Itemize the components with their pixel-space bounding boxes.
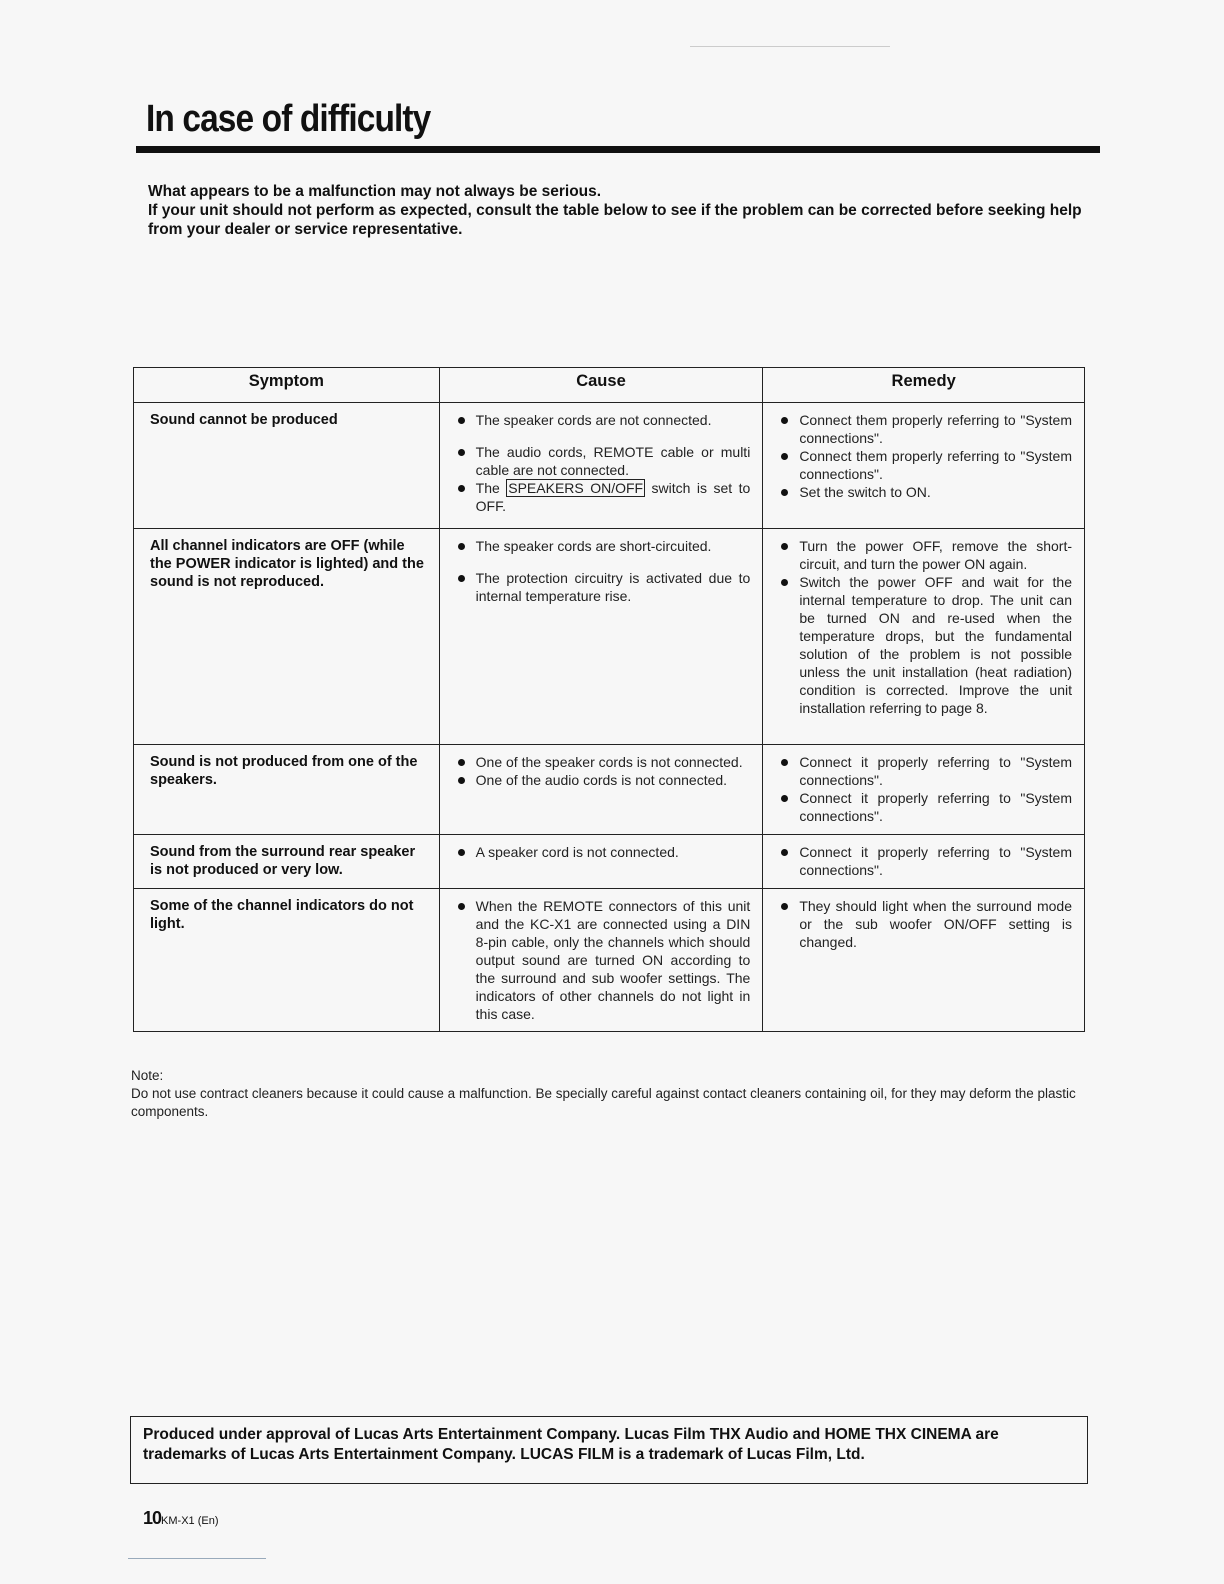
remedy-cell <box>763 889 1085 1032</box>
cause-cell <box>439 529 763 745</box>
intro <box>148 182 1098 239</box>
symptom-text: Some of the channel indicators do not light. <box>150 898 414 932</box>
cause-text-suffix: switch is set to OFF. <box>475 480 751 514</box>
table-row <box>134 889 1085 1032</box>
symptom-cell <box>134 889 440 1032</box>
note <box>131 1067 1091 1121</box>
scan-artifact-line <box>690 46 890 47</box>
cause-item: When the REMOTE connectors of this unit and the KC-X1 are connected using a DIN 8-pin cable, only the channels which should output sound are turned ON according to the surround and sub woofer settings. The indicators of other channels do not light in this case. <box>456 897 751 1023</box>
symptom-text: Sound from the surround rear speaker is not produced or very low. <box>150 844 416 878</box>
cause-cell <box>439 889 763 1032</box>
remedy-item: Connect it properly referring to "System connections". <box>779 789 1072 825</box>
table-header-row <box>134 368 1085 403</box>
trademark-notice: Produced under approval of Lucas Arts Entertainment Company. Lucas Film THX Audio and HOME THX CINEMA are trademarks of Lucas Arts Entertainment Company. LUCAS FILM is a trademark of Lucas Film, Ltd. <box>130 1416 1088 1484</box>
model-code: KM-X1 (En) <box>161 1515 219 1527</box>
cause-item: A speaker cord is not connected. <box>456 843 751 861</box>
remedy-item: They should light when the surround mode or the sub woofer ON/OFF setting is changed. <box>779 897 1072 951</box>
page-title: In case of difficulty <box>146 98 431 140</box>
title-rule <box>136 146 1100 153</box>
table-row <box>134 835 1085 889</box>
symptom-cell <box>134 403 440 529</box>
remedy-cell <box>763 529 1085 745</box>
cause-text-prefix: The <box>475 480 500 496</box>
table-row <box>134 529 1085 745</box>
remedy-cell <box>763 835 1085 889</box>
cause-cell <box>439 403 763 529</box>
cause-item <box>456 479 751 515</box>
cause-cell <box>439 745 763 835</box>
remedy-item: Turn the power OFF, remove the short-circuit, and turn the power ON again. <box>779 537 1072 573</box>
troubleshooting-table <box>133 367 1085 1032</box>
cause-item: The protection circuitry is activated due to internal temperature rise. <box>456 569 751 605</box>
table-row <box>134 745 1085 835</box>
cause-cell <box>439 835 763 889</box>
cause-item: One of the speaker cords is not connected. <box>456 753 751 771</box>
symptom-text: Sound cannot be produced <box>150 412 338 428</box>
table-row <box>134 403 1085 529</box>
cause-item: The speaker cords are short-circuited. <box>456 537 751 555</box>
cause-item: One of the audio cords is not connected. <box>456 771 751 789</box>
symptom-text: All channel indicators are OFF (while the POWER indicator is lighted) and the sound is not reproduced. <box>150 538 424 590</box>
cause-item: The speaker cords are not connected. <box>456 411 751 429</box>
note-label: Note: <box>131 1068 164 1083</box>
symptom-cell <box>134 835 440 889</box>
intro-line-1: What appears to be a malfunction may not always be serious. <box>148 183 602 200</box>
remedy-cell <box>763 403 1085 529</box>
speakers-switch-label: SPEAKERS ON/OFF <box>508 480 644 496</box>
header-remedy: Remedy <box>763 368 1085 403</box>
intro-line-2: If your unit should not perform as expected, consult the table below to see if the problem can be corrected before seeking help from your dealer or service representative. <box>148 202 1082 238</box>
note-text: Do not use contract cleaners because it could cause a malfunction. Be specially careful against contact cleaners containing oil, for they may deform the plastic components. <box>131 1086 1076 1119</box>
page-footer <box>143 1508 219 1529</box>
scan-artifact-line <box>128 1558 266 1559</box>
header-symptom: Symptom <box>134 368 440 403</box>
remedy-item: Connect them properly referring to "System connections". <box>779 411 1072 447</box>
symptom-text: Sound is not produced from one of the speakers. <box>150 754 418 788</box>
symptom-cell <box>134 529 440 745</box>
remedy-item: Connect them properly referring to "System connections". <box>779 447 1072 483</box>
remedy-item: Switch the power OFF and wait for the internal temperature to drop. The unit can be turned ON and re-used when the temperature drops, but the fundamental solution of the problem is not possible unless the unit installation (heat radiation) condition is corrected. Improve the unit installation referring to page 8. <box>779 573 1072 717</box>
remedy-item: Set the switch to ON. <box>779 483 1072 501</box>
remedy-item: Connect it properly referring to "System connections". <box>779 843 1072 879</box>
page-number: 10 <box>143 1508 162 1528</box>
remedy-cell <box>763 745 1085 835</box>
remedy-item: Connect it properly referring to "System connections". <box>779 753 1072 789</box>
cause-item: The audio cords, REMOTE cable or multi cable are not connected. <box>456 443 751 479</box>
header-cause: Cause <box>439 368 763 403</box>
symptom-cell <box>134 745 440 835</box>
